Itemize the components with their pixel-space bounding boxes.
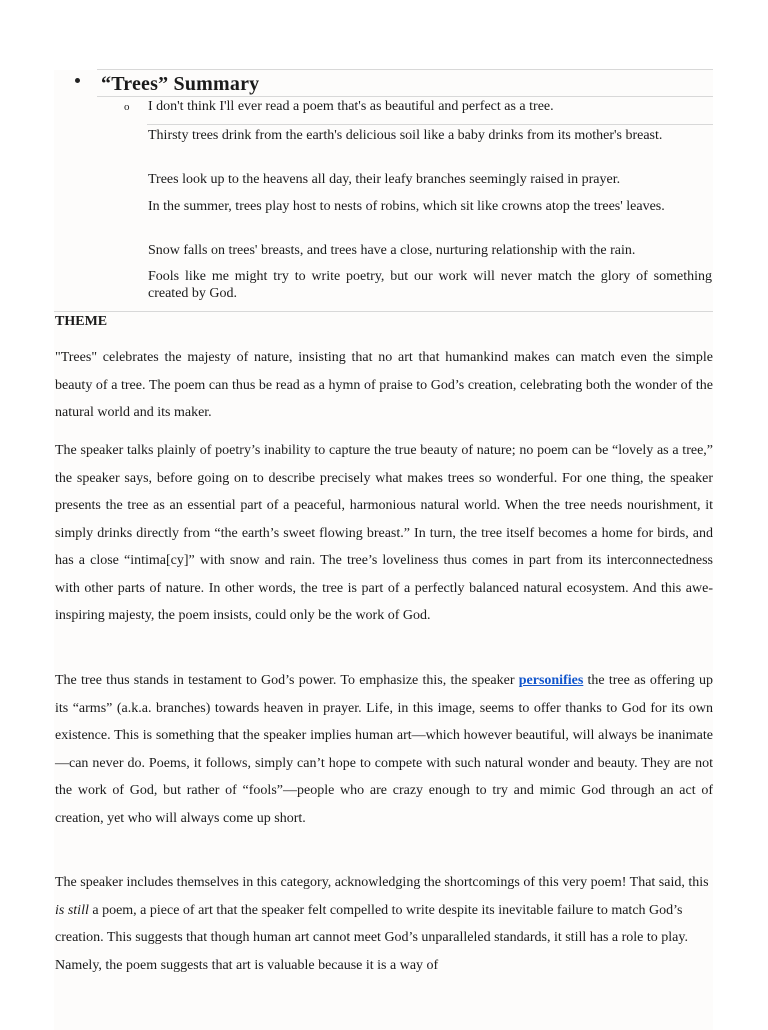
paragraph-text: The tree thus stands in testament to God’s power. To emphasize this, the speaker [55, 673, 519, 688]
summary-heading: “Trees” Summary [101, 73, 260, 95]
summary-line: I don't think I'll ever read a poem that's as beautiful and perfect as a tree. [148, 99, 554, 114]
section-divider [54, 311, 713, 312]
paragraph-text: The speaker includes themselves in this category, acknowledging the shortcomings of this very poem! That said, this [55, 875, 709, 890]
bullet-dot [75, 78, 80, 83]
theme-paragraph-4 [55, 869, 713, 979]
theme-label: THEME [55, 314, 108, 329]
emphasis-text: is still [55, 902, 89, 918]
heading-divider [97, 96, 713, 97]
paragraph-text: a poem, a piece of art that the speaker felt compelled to write despite its inevitable failure to match God’s creation. This suggests that though human art cannot meet God’s unparalleled standards, it still has a role to play. Namely, the poem suggests that art is valuable because it is a way of [55, 902, 688, 973]
summary-divider [147, 124, 713, 125]
summary-line: Fools like me might try to write poetry, but our work will never match the glory of something created by God. [148, 269, 712, 301]
summary-line: In the summer, trees play host to nests of robins, which sit like crowns atop the trees' leaves. [148, 199, 665, 214]
theme-paragraph-2: The speaker talks plainly of poetry’s inability to capture the true beauty of nature; no poem can be “lovely as a tree,” the speaker says, before going on to describe precisely what makes trees so wonderful. For one thing, the speaker presents the tree as an essential part of a peaceful, harmonious natural world. When the tree needs nourishment, it simply drinks directly from “the earth’s sweet flowing breast.” In turn, the tree itself becomes a home for birds, and has a close “intima[cy]” with snow and rain. The tree’s loveliness thus comes in part from its interconnectedness with other parts of nature. In other words, the tree is part of a perfectly balanced natural ecosystem. And this awe-inspiring majesty, the poem insists, could only be the work of God. [55, 443, 713, 623]
summary-line: Trees look up to the heavens all day, their leafy branches seemingly raised in prayer. [148, 172, 621, 187]
summary-line: Snow falls on trees' breasts, and trees have a close, nurturing relationship with the rain. [148, 243, 636, 258]
sub-bullet-marker: o [124, 101, 130, 113]
theme-paragraph-3 [55, 667, 713, 832]
personifies-link[interactable]: personifies [518, 673, 584, 688]
paragraph-text: the tree as offering up its “arms” (a.k.a. branches) towards heaven in prayer. Life, in this image, seems to offer thanks to God for its own existence. This is something that the speaker implies human art—which however beautiful, will always be inanimate—can never do. Poems, it follows, simply can’t hope to compete with such natural wonder and beauty. They are not the work of God, but rather of “fools”—people who are crazy enough to try and mimic God through an act of creation, yet who will always come up short. [55, 673, 713, 826]
theme-paragraph-1: "Trees" celebrates the majesty of nature, insisting that no art that humankind makes can match even the simple beauty of a tree. The poem can thus be read as a hymn of praise to God’s creation, celebrating both the wonder of the natural world and its maker. [55, 350, 713, 420]
summary-line: Thirsty trees drink from the earth's delicious soil like a baby drinks from its mother's breast. [148, 128, 663, 143]
